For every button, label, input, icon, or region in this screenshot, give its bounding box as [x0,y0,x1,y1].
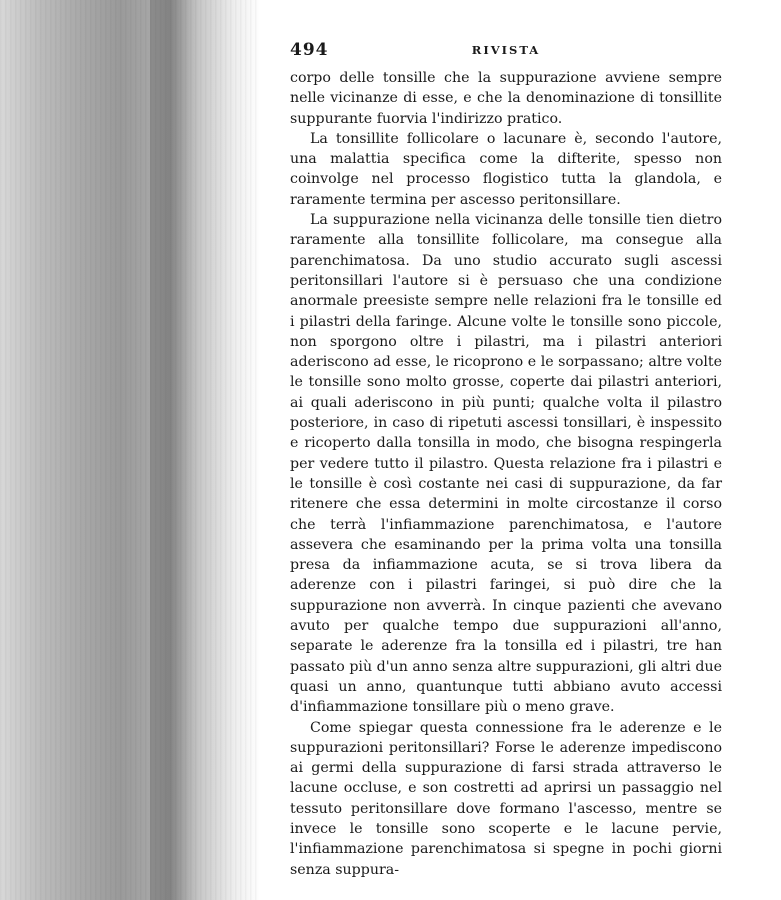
paragraph: La suppurazione nella vicinanza delle tonsille tien dietro raramente alla tonsillite follicolare, ma consegue alla parenchimatosa. Da uno studio accurato sugli ascessi peritonsillari l'autore si è persuaso che una condizione anormale preesiste sempre nelle relazioni fra le tonsille ed i pilastri della faringe. Alcune volte le tonsille sono piccole, non sporgono oltre i pilastri, ma i pilastri anteriori aderiscono ad esse, le ricoprono e le sorpassano; altre volte le tonsille sono molto grosse, coperte dai pilastri anteriori, ai quali aderiscono in più punti; qualche volta il pilastro posteriore, in caso di ripetuti ascessi tonsillari, è inspessito e ricoperto dalla tonsilla in modo, che bisogna respingerla per vedere tutto il pilastro. Questa relazione fra i pilastri e le tonsille è così costante nei casi di suppurazione, da far ritenere che essa determini in molte circostanze il corso che terrà l'infiammazione parenchimatosa, e l'autore assevera che esaminando per la prima volta una tonsilla presa da infiammazione acuta, se si trova libera da aderenze con i pilastri faringei, si può dire che la suppurazione non avverrà. In cinque pazienti che avevano avuto per qualche tempo due suppurazioni all'anno, separate le aderenze fra la tonsilla ed i pilastri, tre han passato più d'un anno senza altre suppurazioni, gli altri due quasi un anno, quantunque tutti abbiano avuto accessi d'infiammazione tonsillare più o meno grave. [290,212,722,716]
page-number: 494 [290,40,329,60]
book-gutter [0,0,260,900]
paragraph: corpo delle tonsille che la suppurazione avviene sempre nelle vicinanze di esse, e che la denominazione di tonsillite suppurante fuorvia l'indirizzo pratico. [290,70,722,127]
body-text [290,68,722,880]
gutter-shadow [150,0,190,900]
running-title: RIVISTA [471,43,541,57]
paragraph: La tonsillite follicolare o lacunare è, secondo l'autore, una malattia specifica come la difterite, spesso non coinvolge nel processo flogistico tutta la glandola, e raramente termina per ascesso peritonsillare. [290,130,722,208]
paragraph: Come spiegar questa connessione fra le aderenze e le suppurazioni peritonsillari? Forse le aderenze impediscono ai germi della suppurazione di farsi strada attraverso le lacune occluse, e son costretti ad aprirsi un passaggio nel tessuto peritonsillare dove formano l'ascesso, mentre se invece le tonsille sono scoperte e le lacune pervie, l'infiammazione parenchimatosa si spegne in pochi giorni senza suppura- [290,719,722,878]
page-header [290,40,722,62]
book-page [290,40,722,880]
